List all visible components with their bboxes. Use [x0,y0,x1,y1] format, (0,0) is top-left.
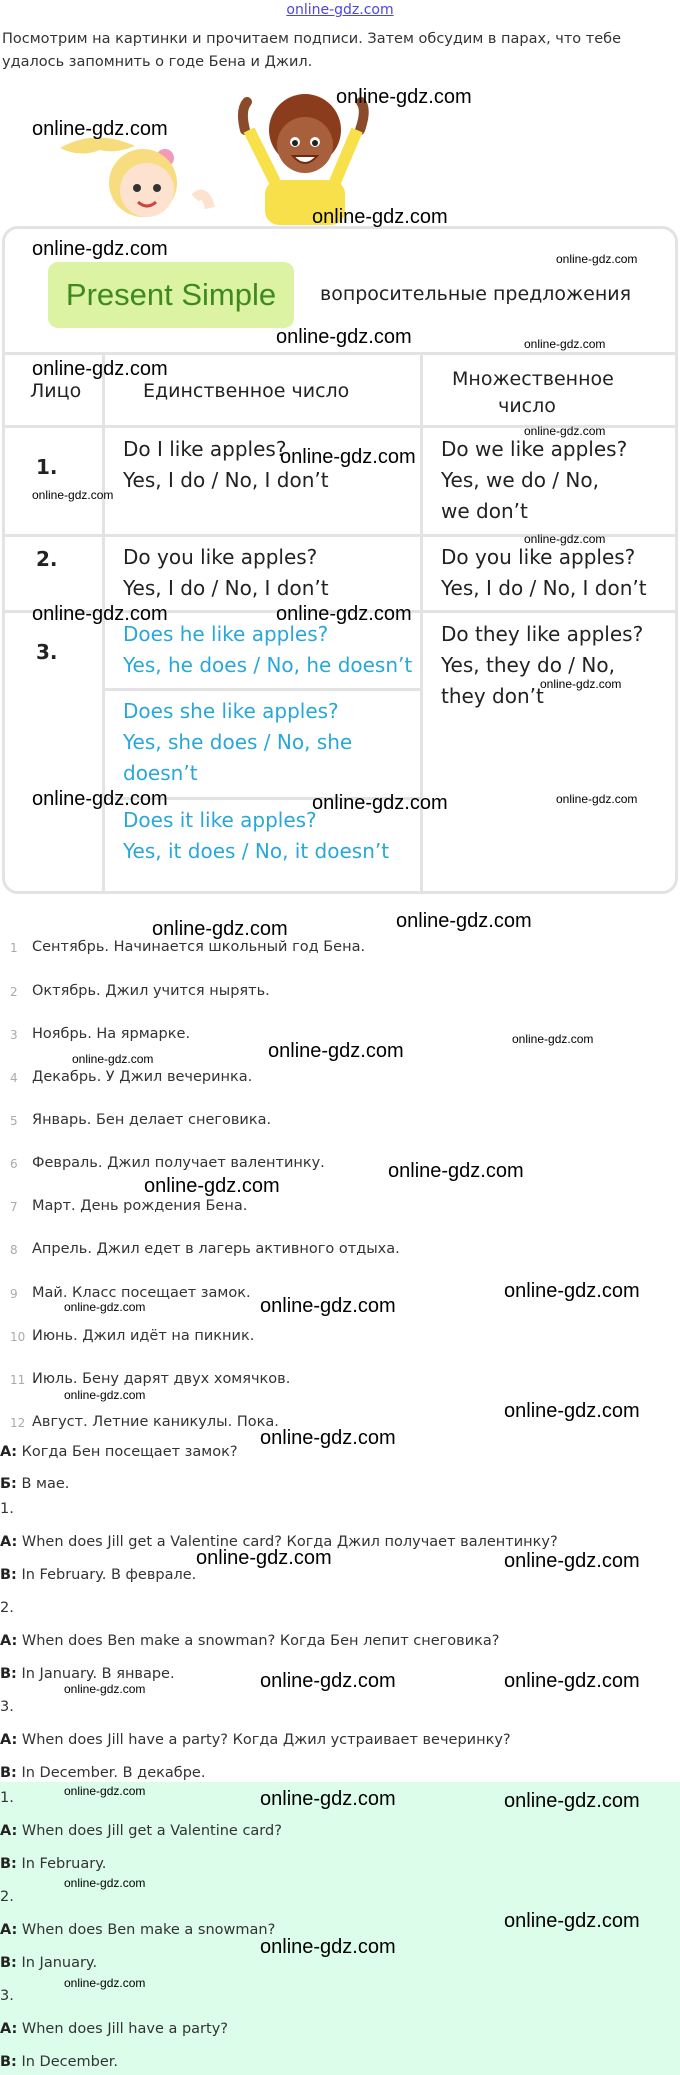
list-number: 8 [10,1243,18,1257]
watermark: online-gdz.com [524,424,606,438]
watermark: online-gdz.com [312,206,448,228]
watermark: online-gdz.com [64,1876,146,1890]
speaker-b: B: [0,1666,17,1682]
list-item: Ноябрь. На ярмарке. [32,1026,191,1042]
speaker-b: B: [0,1856,17,1872]
watermark: online-gdz.com [504,1550,640,1572]
answer: Yes, they do / No, [441,653,615,677]
watermark: online-gdz.com [268,1040,404,1062]
question: Does it like apples? [123,808,317,832]
dialog-line [0,1633,499,1649]
watermark: online-gdz.com [72,1052,154,1066]
speaker-b: B: [0,1567,17,1583]
speaker-a: A: [0,1534,18,1550]
dialog-text: When does Ben make a snowman? Когда Бен лепит снеговика? [21,1633,500,1649]
boy-illustration [235,90,375,225]
dialog-line [0,1666,175,1682]
dialog-text: In January. [21,1955,98,1971]
watermark: online-gdz.com [524,337,606,351]
watermark: online-gdz.com [280,446,416,468]
watermark: online-gdz.com [556,252,638,266]
watermark: online-gdz.com [32,358,168,380]
list-item: Декабрь. У Джил вечеринка. [32,1069,253,1085]
dialog-line [0,1856,106,1872]
girl-illustration [55,128,215,223]
watermark: online-gdz.com [152,918,288,940]
dialog-line [0,1922,275,1938]
dialog-line [0,1444,238,1460]
dialog-text: In December. В декабре. [21,1765,206,1781]
watermark: online-gdz.com [512,1032,594,1046]
dialog-text: When does Jill get a Valentine card? [21,1823,282,1839]
watermark: online-gdz.com [196,1547,332,1569]
answer: Yes, I do / No, I don’t [441,576,647,600]
watermark: online-gdz.com [260,1670,396,1692]
watermark: online-gdz.com [524,532,606,546]
list-item: Апрель. Джил едет в лагерь активного отдыха. [32,1241,400,1257]
item-number: 2. [0,1889,14,1905]
dialog-line [0,1567,196,1583]
answer: Yes, it does / No, it doesn’t [123,839,390,863]
person-3: 3. [36,640,58,664]
dialog-text: In February. В феврале. [21,1567,197,1583]
watermark: online-gdz.com [260,1936,396,1958]
dialog-text: In December. [21,2054,119,2070]
item-number: 1. [0,1790,14,1806]
list-number: 1 [10,941,18,955]
watermark: online-gdz.com [64,1300,146,1314]
list-number: 9 [10,1287,18,1301]
speaker-a: A: [0,1823,18,1839]
answer: Yes, I do / No, I don’t [123,468,329,492]
watermark: online-gdz.com [32,603,168,625]
watermark: online-gdz.com [504,1790,640,1812]
list-item: Февраль. Джил получает валентинку. [32,1155,325,1171]
item-number: 1. [0,1501,14,1517]
item-number: 3. [0,1699,14,1715]
watermark: online-gdz.com [64,1976,146,1990]
watermark: online-gdz.com [504,1910,640,1932]
site-link[interactable]: online-gdz.com [286,2,394,18]
speaker-b: B: [0,1765,17,1781]
watermark: online-gdz.com [64,1682,146,1696]
list-number: 12 [10,1416,26,1430]
divider [5,352,675,355]
table-subtitle: вопросительные предложения [320,283,632,305]
dialog-line [0,1765,205,1781]
dialog-line [0,2021,228,2037]
item-number: 3. [0,1988,14,2004]
list-item: Май. Класс посещает замок. [32,1285,251,1301]
speaker-a: A: [0,2021,18,2037]
list-item: Январь. Бен делает снеговика. [32,1112,272,1128]
intro-text: Посмотрим на картинки и прочитаем подписи. Затем обсудим в парах, что тебе удалось запомнить о годе Бена и Джил. [2,31,622,70]
dialog-text: In January. В январе. [21,1666,175,1682]
col-header-singular: Единственное число [143,380,350,402]
watermark: online-gdz.com [276,603,412,625]
watermark: online-gdz.com [32,488,114,502]
watermark: online-gdz.com [540,677,622,691]
speaker-a: А: [0,1444,18,1460]
item-number: 2. [0,1600,14,1616]
question: Do you like apples? [123,545,318,569]
list-number: 4 [10,1071,18,1085]
dialog-text: When does Ben make a snowman? [21,1922,276,1938]
question: Does she like apples? [123,699,339,723]
watermark: online-gdz.com [504,1400,640,1422]
present-simple-badge: Present Simple [48,262,294,328]
watermark: online-gdz.com [64,1388,146,1402]
dialog-line [0,1732,511,1748]
question: Do we like apples? [441,437,628,461]
divider [104,688,422,691]
watermark: online-gdz.com [396,910,532,932]
col-header-person: Лицо [30,380,82,402]
question: Does he like apples? [123,622,329,646]
list-item: Июль. Бену дарят двух хомячков. [32,1371,291,1387]
dialog-text: Когда Бен посещает замок? [21,1444,238,1460]
watermark: online-gdz.com [388,1160,524,1182]
list-item: Март. День рождения Бена. [32,1198,248,1214]
list-number: 3 [10,1028,18,1042]
watermark: online-gdz.com [64,1784,146,1798]
col-header-plural: Множественное число [452,368,614,417]
question: Do you like apples? [441,545,636,569]
watermark: online-gdz.com [32,238,168,260]
dialog-text: When does Jill get a Valentine card? Когда Джил получает валентинку? [21,1534,558,1550]
speaker-b: B: [0,2054,17,2070]
dialog-line [0,2054,118,2070]
watermark: online-gdz.com [144,1175,280,1197]
plural-3 [441,619,643,712]
list-number: 2 [10,985,18,999]
list-item: Октябрь. Джил учится нырять. [32,983,270,999]
answer: doesn’t [123,761,198,785]
speaker-a: A: [0,1633,18,1649]
list-item: Июнь. Джил идёт на пикник. [32,1328,255,1344]
speaker-a: A: [0,1732,18,1748]
singular-2 [123,542,329,604]
plural-1 [441,434,627,527]
speaker-a: A: [0,1922,18,1938]
answer: Yes, he does / No, he doesn’t [123,653,413,677]
dialog-line [0,1823,282,1839]
answer: they don’t [441,684,544,708]
list-number: 11 [10,1373,26,1387]
watermark: online-gdz.com [260,1788,396,1810]
singular-3-she [123,696,352,789]
answer: Yes, she does / No, she [123,730,353,754]
watermark: online-gdz.com [32,118,168,140]
dialog-text: When does Jill have a party? [21,2021,228,2037]
dialog-text: В мае. [21,1476,70,1492]
list-number: 10 [10,1330,26,1344]
watermark: online-gdz.com [260,1295,396,1317]
dialog-text: In February. [21,1856,107,1872]
watermark: online-gdz.com [276,326,412,348]
plural-2 [441,542,647,604]
list-item: Август. Летние каникулы. Пока. [32,1414,279,1430]
watermark: online-gdz.com [336,86,472,108]
speaker-b: B: [0,1955,17,1971]
answer: we don’t [441,499,528,523]
watermark: online-gdz.com [504,1280,640,1302]
list-number: 7 [10,1200,18,1214]
list-item: Сентябрь. Начинается школьный год Бена. [32,939,366,955]
dialog-line [0,1476,69,1492]
dialog-text: When does Jill have a party? Когда Джил устраивает вечеринку? [21,1732,511,1748]
person-2: 2. [36,547,58,571]
speaker-b: Б: [0,1476,17,1492]
answer: Yes, we do / No, [441,468,599,492]
singular-3-he [123,619,412,681]
question: Do I like apples? [123,437,287,461]
watermark: online-gdz.com [504,1670,640,1692]
answer: Yes, I do / No, I don’t [123,576,329,600]
watermark: online-gdz.com [32,788,168,810]
dialog-line [0,1955,97,1971]
person-1: 1. [36,455,58,479]
list-number: 5 [10,1114,18,1128]
watermark: online-gdz.com [260,1427,396,1449]
watermark: online-gdz.com [556,792,638,806]
list-number: 6 [10,1157,18,1171]
watermark: online-gdz.com [312,792,448,814]
question: Do they like apples? [441,622,644,646]
